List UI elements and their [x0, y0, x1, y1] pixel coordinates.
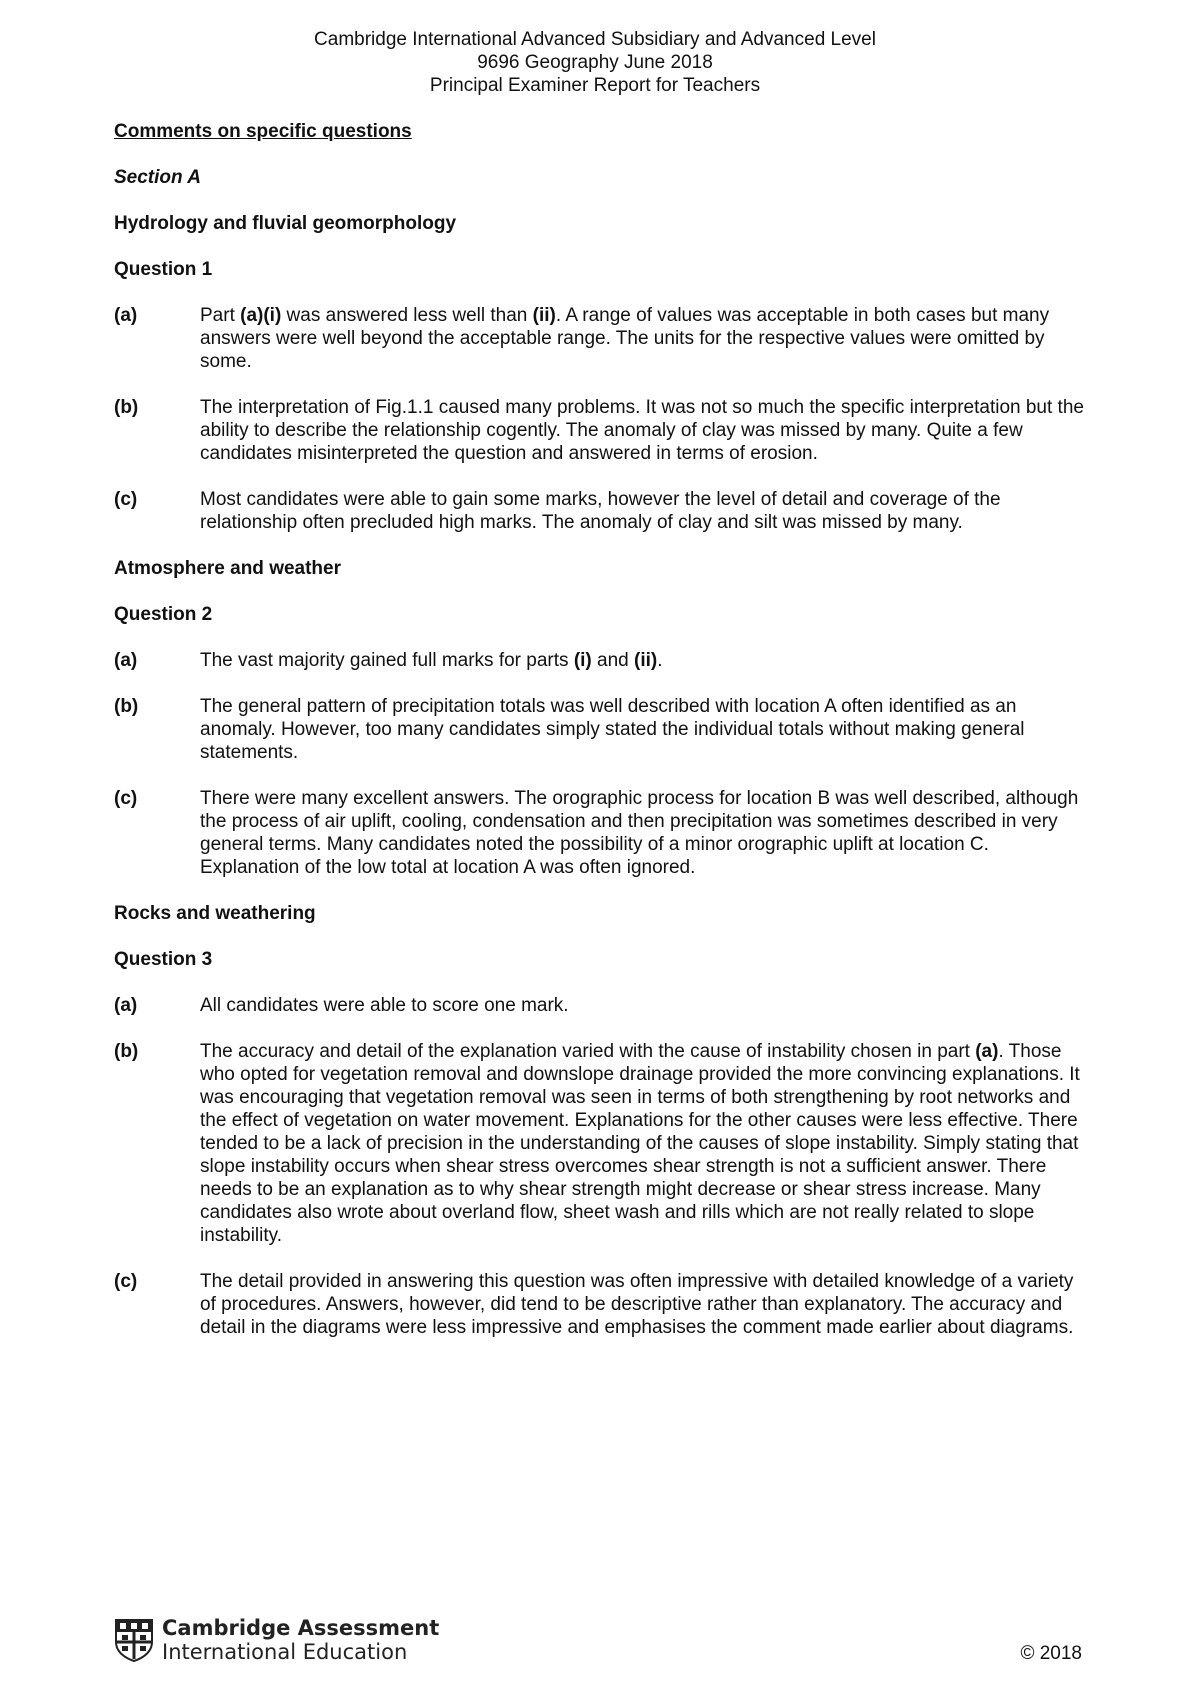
question-part [114, 1040, 1090, 1247]
part-comment [200, 695, 1090, 764]
part-comment [200, 1270, 1090, 1339]
report-body [114, 120, 1090, 1362]
comment-text: There were many excellent answers. The orographic process for location B was well described, although the process of air uplift, cooling, condensation and then precipitation was sometimes described in very general terms. Many candidates noted the possibility of a minor orographic uplift at location C. Explanation of the low total at location A was often ignored. [200, 788, 1079, 878]
part-comment [200, 1040, 1090, 1247]
question-part [114, 649, 1090, 672]
part-comment [200, 787, 1090, 879]
question-blocks [114, 212, 1090, 1339]
part-label: (c) [114, 489, 138, 510]
question-part [114, 488, 1090, 534]
part-label: (a) [114, 305, 138, 326]
part-label: (a) [114, 995, 138, 1016]
comment-text: . [657, 650, 663, 671]
part-comment [200, 488, 1090, 534]
comment-text: All candidates were able to score one mark. [200, 995, 569, 1016]
header-line-2: 9696 Geography June 2018 [477, 52, 713, 73]
part-label: (c) [114, 788, 138, 809]
bold-reference: (ii) [532, 305, 556, 326]
comment-text: The vast majority gained full marks for parts [200, 650, 574, 671]
comment-text: The interpretation of Fig.1.1 caused many problems. It was not so much the specific interpretation but the ability to describe the relationship cogently. The anomaly of clay was missed by many. Quite a few candidates misinterpreted the question and answered in terms of erosion. [200, 397, 1084, 464]
question-heading: Question 3 [114, 949, 213, 970]
part-comment [200, 994, 1090, 1017]
comment-text: The general pattern of precipitation totals was well described with location A often identified as an anomaly. However, too many candidates simply stated the individual totals without making general statements. [200, 696, 1025, 763]
part-label: (a) [114, 650, 138, 671]
comment-text: Most candidates were able to gain some marks, however the level of detail and coverage of the relationship often precluded high marks. The anomaly of clay and silt was missed by many. [200, 489, 1001, 533]
question-part [114, 787, 1090, 879]
topic-heading: Atmosphere and weather [114, 558, 341, 579]
part-comment [200, 396, 1090, 465]
question-part [114, 1270, 1090, 1339]
header-line-3: Principal Examiner Report for Teachers [429, 75, 761, 96]
part-comment [200, 304, 1090, 373]
topic-heading: Hydrology and fluvial geomorphology [114, 213, 457, 234]
cambridge-logo [114, 1616, 439, 1664]
question-part [114, 994, 1090, 1017]
comment-text: . Those who opted for vegetation removal and downslope drainage provided the more convincing explanations. It was encouraging that vegetation removal was seen in terms of both strengthening by root networks and the effect of vegetation on water movement. Explanations for the other causes were less effective. There tended to be a lack of precision in the understanding of the causes of slope instability. Simply stating that slope instability occurs when shear stress overcomes shear strength is not a sufficient answer. There needs to be an explanation as to why shear strength might decrease or shear stress increase. Many candidates also wrote about overland flow, sheet wash and rills which are not really related to slope instability. [200, 1041, 1080, 1246]
part-label: (b) [114, 397, 139, 418]
comments-heading: Comments on specific questions [114, 121, 412, 142]
copyright-notice: © 2018 [1020, 1643, 1082, 1664]
bold-reference: (a)(i) [240, 305, 282, 326]
comment-text: The accuracy and detail of the explanation varied with the cause of instability chosen in part [200, 1041, 976, 1062]
section-title: Section A [114, 167, 201, 188]
cambridge-crest-icon [114, 1618, 154, 1662]
part-label: (b) [114, 696, 139, 717]
topic-heading: Rocks and weathering [114, 903, 316, 924]
question-part [114, 304, 1090, 373]
bold-reference: (i) [573, 650, 592, 671]
logo-line-2: International Education [162, 1640, 408, 1664]
comment-text: and [591, 650, 635, 671]
comment-text: Part [200, 305, 241, 326]
question-heading: Question 1 [114, 259, 213, 280]
bold-reference: (a) [975, 1041, 999, 1062]
question-heading: Question 2 [114, 604, 213, 625]
comment-text: . A range of values was acceptable in both cases but many answers were well beyond the acceptable range. The units for the respective values were omitted by some. [200, 305, 1050, 372]
question-part [114, 695, 1090, 764]
question-part [114, 396, 1090, 465]
header-line-1: Cambridge International Advanced Subsidiary and Advanced Level [314, 29, 876, 50]
part-label: (b) [114, 1041, 139, 1062]
logo-line-1: Cambridge Assessment [162, 1616, 440, 1640]
comment-text: The detail provided in answering this question was often impressive with detailed knowledge of a variety of procedures. Answers, however, did tend to be descriptive rather than explanatory. The accuracy and detail in the diagrams were less impressive and emphasises the comment made earlier about diagrams. [200, 1271, 1074, 1338]
comment-text: was answered less well than [281, 305, 533, 326]
page-header [0, 28, 1190, 97]
bold-reference: (ii) [634, 650, 658, 671]
part-label: (c) [114, 1271, 138, 1292]
part-comment [200, 649, 1090, 672]
